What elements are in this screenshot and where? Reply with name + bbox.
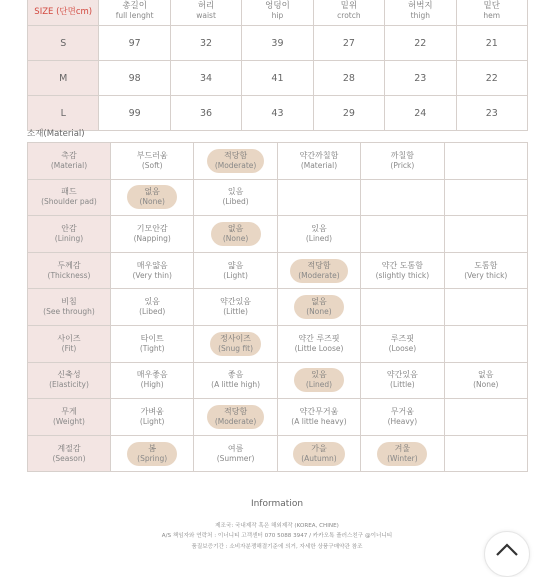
- option-label-ko: 부드러움: [136, 150, 168, 160]
- material-option-cell: [194, 252, 277, 289]
- option-label-en: (A little heavy): [291, 416, 347, 426]
- material-row: [28, 252, 528, 289]
- material-option-cell: [111, 143, 194, 180]
- option-label: [194, 187, 276, 207]
- option-label-ko: 없음: [144, 187, 160, 197]
- size-header-thigh: 허벅지 thigh: [385, 0, 456, 26]
- material-option-cell: [277, 399, 360, 436]
- selected-option-badge: [207, 149, 265, 173]
- option-label: [111, 151, 193, 171]
- option-label-ko: 도톰함: [474, 260, 498, 270]
- option-label-ko: 약간무거움: [299, 406, 339, 416]
- option-label-en: (None): [222, 233, 249, 243]
- size-value-cell: 22: [456, 61, 527, 96]
- material-category: [28, 216, 111, 253]
- option-label-ko: 적당함: [223, 406, 248, 416]
- category-label-en: (Lining): [54, 233, 84, 243]
- material-option-cell: [444, 252, 527, 289]
- size-row: [28, 96, 528, 131]
- material-row: [28, 179, 528, 216]
- size-value-cell: 99: [99, 96, 170, 131]
- option-label: [111, 370, 193, 390]
- material-row: [28, 143, 528, 180]
- option-label-ko: 겨울: [394, 443, 411, 453]
- category-label-ko: 계절감: [57, 443, 81, 453]
- size-value-cell: 22: [385, 26, 456, 61]
- material-row: [28, 399, 528, 436]
- material-category: [28, 435, 111, 472]
- option-label: [194, 261, 276, 281]
- option-label: [278, 334, 360, 354]
- option-label: [194, 297, 276, 317]
- option-label-en: (None): [306, 307, 332, 317]
- size-value-cell: 34: [170, 61, 241, 96]
- option-label-ko: 얇음: [227, 260, 244, 270]
- option-label: [111, 297, 193, 317]
- material-option-cell: [361, 143, 444, 180]
- material-option-cell: [111, 179, 194, 216]
- category-label-ko: 촉감: [61, 150, 77, 160]
- material-option-cell: [277, 216, 360, 253]
- option-label: [111, 261, 193, 281]
- option-label-ko: 약간있음: [386, 370, 418, 380]
- category-label-en: (Weight): [53, 416, 85, 426]
- option-label-ko: 기모안감: [136, 223, 168, 233]
- selected-option-badge: [294, 368, 344, 392]
- size-value-cell: 36: [170, 96, 241, 131]
- material-option-cell: [361, 216, 444, 253]
- size-value-cell: 41: [242, 61, 313, 96]
- option-label-en: (Napping): [133, 233, 171, 243]
- category-label-en: (Shoulder pad): [41, 197, 97, 207]
- category-label-ko: 패드: [61, 187, 77, 197]
- material-option-cell: [361, 179, 444, 216]
- material-option-cell: [194, 179, 277, 216]
- material-option-cell: [444, 216, 527, 253]
- size-header-waist: 허리 waist: [170, 0, 241, 26]
- size-header-hem: 밑단 hem: [456, 0, 527, 26]
- information-title: Information: [250, 499, 304, 509]
- option-label: [361, 370, 443, 390]
- material-option-cell: [361, 362, 444, 399]
- material-category: [28, 252, 111, 289]
- option-label-en: (High): [140, 380, 164, 390]
- category-label-en: (Material): [50, 160, 88, 170]
- option-label-en: (Light): [139, 416, 165, 426]
- material-option-cell: [194, 143, 277, 180]
- info-line-contact: A/S 책임자와 연락처 : 이너니티 고객센터 070 5088 3947 / 카카오톡 플러스친구 @이너니티: [161, 533, 393, 539]
- selected-option-badge: [127, 442, 177, 466]
- option-label-en: (slightly thick): [375, 270, 430, 280]
- size-value-cell: 29: [313, 96, 384, 131]
- option-label-ko: 적당함: [307, 260, 331, 270]
- option-label: [111, 407, 193, 427]
- option-label-ko: 없음: [227, 223, 244, 233]
- option-label-ko: 없음: [478, 370, 494, 380]
- size-value-cell: 97: [99, 26, 170, 61]
- size-value-cell: 98: [99, 61, 170, 96]
- selected-option-badge: [290, 259, 348, 283]
- material-row: [28, 216, 528, 253]
- option-label-ko: 있음: [144, 297, 160, 307]
- option-label-ko: 까칠함: [390, 150, 414, 160]
- option-label-ko: 루즈핏: [390, 333, 414, 343]
- option-label-ko: 약간있음: [220, 297, 252, 307]
- size-value-cell: 28: [313, 61, 384, 96]
- option-label-en: (Loose): [388, 343, 417, 353]
- material-option-cell: [277, 179, 360, 216]
- size-row: [28, 26, 528, 61]
- option-label-en: (Moderate): [214, 160, 257, 170]
- option-label: [361, 151, 443, 171]
- size-value-cell: 23: [456, 96, 527, 131]
- size-value-cell: 39: [242, 26, 313, 61]
- option-label-en: (Summer): [216, 453, 255, 463]
- selected-option-badge: [127, 185, 177, 209]
- size-table-corner: SIZE (단면cm): [28, 0, 99, 26]
- material-option-cell: [111, 216, 194, 253]
- material-option-cell: [194, 289, 277, 326]
- option-label-en: (Moderate): [298, 270, 340, 280]
- material-category: [28, 399, 111, 436]
- size-value-cell: 27: [313, 26, 384, 61]
- material-option-cell: [111, 289, 194, 326]
- material-option-cell: [277, 252, 360, 289]
- material-title: 소재(Material): [27, 129, 85, 139]
- option-label: [361, 261, 443, 281]
- option-label-en: (Little): [223, 307, 248, 317]
- material-row: [28, 325, 528, 362]
- material-option-cell: [111, 325, 194, 362]
- option-label: [361, 334, 443, 354]
- option-label: [278, 224, 360, 244]
- option-label-en: (Heavy): [387, 416, 418, 426]
- category-label-ko: 비침: [61, 297, 77, 307]
- option-label: [111, 224, 193, 244]
- material-row: [28, 362, 528, 399]
- material-option-cell: [277, 143, 360, 180]
- scroll-to-top-button[interactable]: [484, 531, 530, 577]
- option-label-ko: 있음: [311, 223, 327, 233]
- material-option-cell: [444, 399, 527, 436]
- category-label-ko: 신축성: [57, 370, 81, 380]
- material-option-cell: [361, 289, 444, 326]
- material-category: [28, 289, 111, 326]
- option-label-en: (None): [139, 197, 165, 207]
- option-label-en: (Spring): [137, 453, 168, 463]
- size-table-header-row: [28, 0, 528, 26]
- option-label-en: (Moderate): [214, 416, 257, 426]
- size-header-crotch: 밑위 crotch: [313, 0, 384, 26]
- material-option-cell: [361, 399, 444, 436]
- selected-option-badge: [210, 332, 261, 356]
- category-label-ko: 안감: [61, 223, 77, 233]
- size-header-full-length: 총길이 full lenght: [99, 0, 170, 26]
- option-label: [194, 370, 276, 390]
- option-label: [445, 261, 527, 281]
- option-label-en: (Libed): [222, 197, 249, 207]
- category-label-en: (Thickness): [47, 270, 91, 280]
- option-label-en: (Very thin): [132, 270, 172, 280]
- material-row: [28, 289, 528, 326]
- category-label-en: (Elasticity): [49, 380, 89, 390]
- size-value-cell: 43: [242, 96, 313, 131]
- size-value-cell: 23: [385, 61, 456, 96]
- category-label-ko: 두께감: [57, 260, 81, 270]
- material-option-cell: [444, 435, 527, 472]
- material-option-cell: [194, 216, 277, 253]
- option-label-en: (Libed): [139, 307, 166, 317]
- option-label-en: (Soft): [141, 160, 163, 170]
- option-label-en: (Winter): [387, 453, 418, 463]
- option-label-en: (Snug fit): [218, 343, 254, 353]
- option-label-en: (Lined): [305, 380, 333, 390]
- selected-option-badge: [294, 295, 344, 319]
- material-category: [28, 362, 111, 399]
- option-label-ko: 매우얇음: [136, 260, 168, 270]
- category-label-en: (Fit): [61, 343, 77, 353]
- size-label: M: [28, 61, 99, 96]
- option-label-ko: 가을: [311, 443, 327, 453]
- option-label-en: (Tight): [139, 343, 165, 353]
- material-option-cell: [444, 289, 527, 326]
- option-label: [361, 407, 443, 427]
- size-table: [27, 0, 528, 131]
- option-label-ko: 매우좋음: [136, 370, 168, 380]
- option-label-ko: 타이트: [140, 333, 164, 343]
- material-option-cell: [444, 362, 527, 399]
- option-label: [194, 444, 276, 464]
- category-label-ko: 사이즈: [57, 333, 81, 343]
- size-label: L: [28, 96, 99, 131]
- option-label-ko: 약간 도톰함: [381, 260, 423, 270]
- material-option-cell: [277, 289, 360, 326]
- option-label-en: (Autumn): [301, 453, 337, 463]
- material-option-cell: [194, 435, 277, 472]
- option-label-ko: 무거움: [390, 406, 414, 416]
- material-category: [28, 143, 111, 180]
- option-label-ko: 정사이즈: [220, 333, 252, 343]
- info-line-warranty: 품질보증기간 : 소비자분쟁해결기준에 의거, 자세한 상품구매약관 참조: [191, 544, 363, 550]
- category-label-en: (See through): [43, 307, 95, 317]
- option-label-ko: 좋음: [227, 370, 244, 380]
- size-value-cell: 24: [385, 96, 456, 131]
- option-label-en: (A little high): [211, 380, 261, 390]
- option-label-ko: 여름: [227, 443, 244, 453]
- material-table: [27, 142, 528, 472]
- option-label-en: (Little Loose): [294, 343, 344, 353]
- category-label-en: (Season): [52, 453, 86, 463]
- option-label-ko: 있음: [311, 370, 327, 380]
- chevron-up-icon: [495, 541, 519, 557]
- option-label-ko: 약간까칠함: [299, 150, 339, 160]
- material-option-cell: [111, 435, 194, 472]
- material-option-cell: [444, 143, 527, 180]
- info-line-origin: 제조국: 국내제작 혹은 해외제작 (KOREA, CHINE): [215, 523, 339, 529]
- material-option-cell: [277, 362, 360, 399]
- material-category: [28, 325, 111, 362]
- size-header-hip: 엉덩이 hip: [242, 0, 313, 26]
- selected-option-badge: [377, 442, 427, 466]
- material-category: [28, 179, 111, 216]
- material-option-cell: [361, 252, 444, 289]
- material-option-cell: [277, 435, 360, 472]
- size-value-cell: 21: [456, 26, 527, 61]
- option-label-ko: 가벼움: [140, 406, 164, 416]
- material-option-cell: [361, 325, 444, 362]
- category-label-ko: 무게: [61, 406, 77, 416]
- material-option-cell: [444, 325, 527, 362]
- option-label: [278, 407, 360, 427]
- option-label-ko: 봄: [148, 443, 157, 453]
- option-label-ko: 없음: [311, 297, 327, 307]
- option-label-ko: 있음: [227, 187, 244, 197]
- option-label-en: (Little): [390, 380, 415, 390]
- option-label: [111, 334, 193, 354]
- selected-option-badge: [211, 222, 261, 246]
- material-option-cell: [111, 399, 194, 436]
- material-option-cell: [194, 362, 277, 399]
- size-label: S: [28, 26, 99, 61]
- size-row: [28, 61, 528, 96]
- material-option-cell: [361, 435, 444, 472]
- option-label-ko: 약간 루즈핏: [298, 333, 340, 343]
- size-value-cell: 32: [170, 26, 241, 61]
- option-label: [278, 151, 360, 171]
- option-label-en: (None): [473, 380, 499, 390]
- option-label-en: (Material): [300, 160, 338, 170]
- option-label-en: (Lined): [305, 233, 333, 243]
- option-label: [445, 370, 527, 390]
- option-label-en: (Light): [223, 270, 248, 280]
- option-label-en: (Prick): [390, 160, 415, 170]
- selected-option-badge: [293, 442, 345, 466]
- material-row: [28, 435, 528, 472]
- selected-option-badge: [207, 405, 265, 429]
- material-option-cell: [444, 179, 527, 216]
- material-option-cell: [194, 399, 277, 436]
- option-label-en: (Very thick): [464, 270, 508, 280]
- material-option-cell: [277, 325, 360, 362]
- material-option-cell: [111, 362, 194, 399]
- material-option-cell: [111, 252, 194, 289]
- material-option-cell: [194, 325, 277, 362]
- option-label-ko: 적당함: [223, 150, 248, 160]
